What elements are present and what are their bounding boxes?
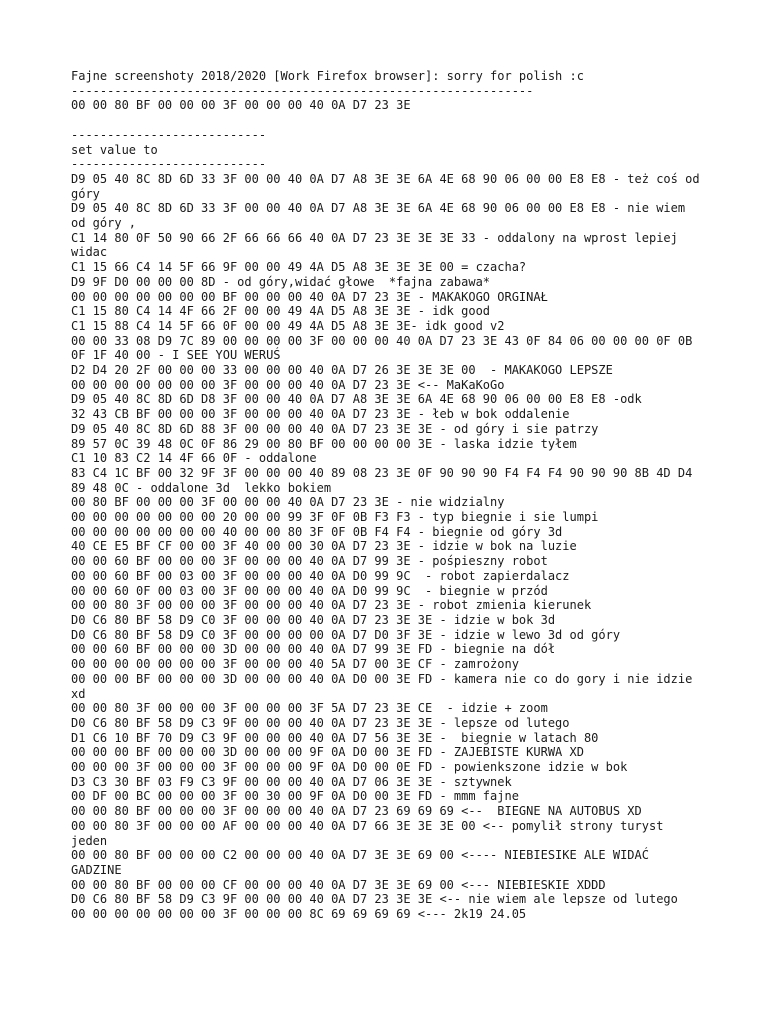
hex-entry: 00 00 00 BF 00 00 00 3D 00 00 00 40 0A D0 00 3E FD - kamera nie co do gory i nie idzie xd xyxy=(71,671,700,701)
hex-entry: 00 00 33 08 D9 7C 89 00 00 00 00 3F 00 00 00 40 0A D7 23 3E 43 0F 84 06 00 00 00 0F 0B 0F 1F 40 00 - I SEE YOU WERUŚ xyxy=(71,333,700,363)
hex-entry: D9 05 40 8C 8D 6D 33 3F 00 00 40 0A D7 A8 3E 3E 6A 4E 68 90 06 00 00 E8 E8 - nie wiem od góry , xyxy=(71,201,693,231)
hex-entry: 00 00 80 BF 00 00 00 C2 00 00 00 40 0A D7 3E 3E 69 00 <---- NIEBIESIKE ALE WIDAĆ GADZINE xyxy=(71,848,657,877)
hex-entry: 00 00 00 3F 00 00 00 3F 00 00 00 9F 0A D0 00 0E FD - powienkszone idzie w bok xyxy=(71,760,628,775)
hex-entry: 00 00 80 3F 00 00 00 3F 00 00 00 40 0A D7 23 3E - robot zmienia kierunek xyxy=(71,598,592,613)
hex-entry: C1 15 88 C4 14 5F 66 0F 00 00 49 4A D5 A8 3E 3E- idk good v2 xyxy=(71,318,505,333)
hex-entry: D0 C6 80 BF 58 D9 C0 3F 00 00 00 40 0A D7 23 3E 3E - idzie w bok 3d xyxy=(71,613,556,627)
hex-entry: D9 9F D0 00 00 00 8D - od góry,widać głowe *fajna zabawa* xyxy=(71,274,491,289)
hex-entry: C1 15 66 C4 14 5F 66 9F 00 00 49 4A D5 A8 3E 3E 3E 00 = czacha? xyxy=(71,260,527,275)
hex-entry: C1 10 83 C2 14 4F 66 0F - oddalone xyxy=(71,451,317,466)
hex-entry: 00 DF 00 BC 00 00 00 3F 00 30 00 9F 0A D0 00 3E FD - mmm fajne xyxy=(71,789,519,804)
hex-entry: 32 43 CB BF 00 00 00 3F 00 00 00 40 0A D7 23 3E - łeb w bok oddalenie xyxy=(71,407,570,422)
hex-entry: C1 15 80 C4 14 4F 66 2F 00 00 49 4A D5 A8 3E 3E - idk good xyxy=(71,304,491,319)
title-rule: ---------------------------------------------------------------- xyxy=(71,83,534,98)
section-rule-top: --------------------------- xyxy=(71,127,267,142)
hex-entry: 00 00 60 0F 00 03 00 3F 00 00 00 40 0A D0 99 9C - biegnie w przód xyxy=(71,583,548,598)
document-page xyxy=(71,69,707,922)
hex-entry: C1 14 80 0F 50 90 66 2F 66 66 66 40 0A D7 23 3E 3E 3E 33 - oddalony na wprost lepiej widac xyxy=(71,230,686,260)
hex-entry: 00 00 00 BF 00 00 00 3D 00 00 00 9F 0A D0 00 3E FD - ZAJEBISTE KURWA XD xyxy=(71,745,584,760)
section-heading: set value to xyxy=(71,142,158,157)
hex-entry: 00 00 00 00 00 00 00 20 00 00 99 3F 0F 0B F3 F3 - typ biegnie i sie lumpi xyxy=(71,510,599,525)
hex-entry: 00 00 60 BF 00 03 00 3F 00 00 00 40 0A D0 99 9C - robot zapierdalacz xyxy=(71,568,570,583)
hex-entry: 89 57 0C 39 48 0C 0F 86 29 00 80 BF 00 00 00 00 3E - laska idzie tyłem xyxy=(71,436,577,451)
hex-entry: 83 C4 1C BF 00 32 9F 3F 00 00 00 40 89 08 23 3E 0F 90 90 90 F4 F4 F4 90 90 90 8B 4D D4 89 48 0C - oddalone 3d lekko bokiem xyxy=(71,465,700,495)
hex-entry: D0 C6 80 BF 58 D9 C3 9F 00 00 00 40 0A D7 23 3E 3E <-- nie wiem ale lepsze od lutego xyxy=(71,892,678,907)
hex-entry: D3 C3 30 BF 03 F9 C3 9F 00 00 00 40 0A D7 06 3E 3E - sztywnek xyxy=(71,774,512,789)
hex-entry: D9 05 40 8C 8D 6D 33 3F 00 00 40 0A D7 A8 3E 3E 6A 4E 68 90 06 00 00 E8 E8 - też coś od góry xyxy=(71,171,707,201)
hex-entry: 00 00 60 BF 00 00 00 3F 00 00 00 40 0A D7 99 3E - pośpieszny robot xyxy=(71,554,548,569)
hex-entry: 00 00 00 00 00 00 00 3F 00 00 00 8C 69 69 69 69 <--- 2k19 24.05 xyxy=(71,907,527,922)
blank-line xyxy=(71,113,701,128)
hex-entry: D9 05 40 8C 8D 6D D8 3F 00 00 40 0A D7 A8 3E 3E 6A 4E 68 90 06 00 00 E8 E8 -odk xyxy=(71,392,642,407)
hex-entry: 00 00 00 00 00 00 00 3F 00 00 00 40 0A D7 23 3E <-- MaKaKoGo xyxy=(71,377,505,392)
hex-entry: 00 00 80 BF 00 00 00 3F 00 00 00 40 0A D7 23 69 69 69 <-- BIEGNE NA AUTOBUS XD xyxy=(71,804,642,819)
hex-entry: D9 05 40 8C 8D 6D 88 3F 00 00 00 40 0A D7 23 3E 3E - od góry i sie patrzy xyxy=(71,421,599,436)
hex-entry: D1 C6 10 BF 70 D9 C3 9F 00 00 00 40 0A D7 56 3E 3E - biegnie w latach 80 xyxy=(71,730,599,745)
hex-entry: D0 C6 80 BF 58 D9 C0 3F 00 00 00 00 0A D7 D0 3F 3E - idzie w lewo 3d od góry xyxy=(71,627,621,642)
hex-entry: 00 00 00 00 00 00 00 3F 00 00 00 40 5A D7 00 3E CF - zamrożony xyxy=(71,657,519,672)
hex-entry: 00 80 BF 00 00 00 3F 00 00 00 40 0A D7 23 3E - nie widzialny xyxy=(71,495,505,510)
first-hex-value: 00 00 80 BF 00 00 00 3F 00 00 00 40 0A D7 23 3E xyxy=(71,98,411,113)
hex-entry: D2 D4 20 2F 00 00 00 33 00 00 00 40 0A D7 26 3E 3E 3E 00 - MAKAKOGO LEPSZE xyxy=(71,363,613,378)
hex-entry: 00 00 80 BF 00 00 00 CF 00 00 00 40 0A D7 3E 3E 69 00 <--- NIEBIESKIE XDDD xyxy=(71,877,606,892)
hex-entry: 00 00 00 00 00 00 00 BF 00 00 00 40 0A D7 23 3E - MAKAKOGO ORGINAŁ xyxy=(71,289,548,304)
hex-entry: 00 00 80 3F 00 00 00 AF 00 00 00 40 0A D7 66 3E 3E 3E 00 <-- pomylił strony turyst jeden xyxy=(71,818,671,848)
hex-entry: 00 00 60 BF 00 00 00 3D 00 00 00 40 0A D7 99 3E FD - biegnie na dół xyxy=(71,642,556,657)
hex-entry: 00 00 00 00 00 00 00 40 00 00 80 3F 0F 0B F4 F4 - biegnie od góry 3d xyxy=(71,524,563,539)
document-title: Fajne screenshoty 2018/2020 [Work Firefox browser]: sorry for polish :c xyxy=(71,69,584,83)
hex-entry: D0 C6 80 BF 58 D9 C3 9F 00 00 00 40 0A D7 23 3E 3E - lepsze od lutego xyxy=(71,715,570,730)
hex-entry: 00 00 80 3F 00 00 00 3F 00 00 00 3F 5A D7 23 3E CE - idzie + zoom xyxy=(71,701,548,716)
section-rule-bottom: --------------------------- xyxy=(71,157,267,172)
hex-entry: 40 CE E5 BF CF 00 00 3F 40 00 00 30 0A D7 23 3E - idzie w bok na luzie xyxy=(71,539,577,554)
